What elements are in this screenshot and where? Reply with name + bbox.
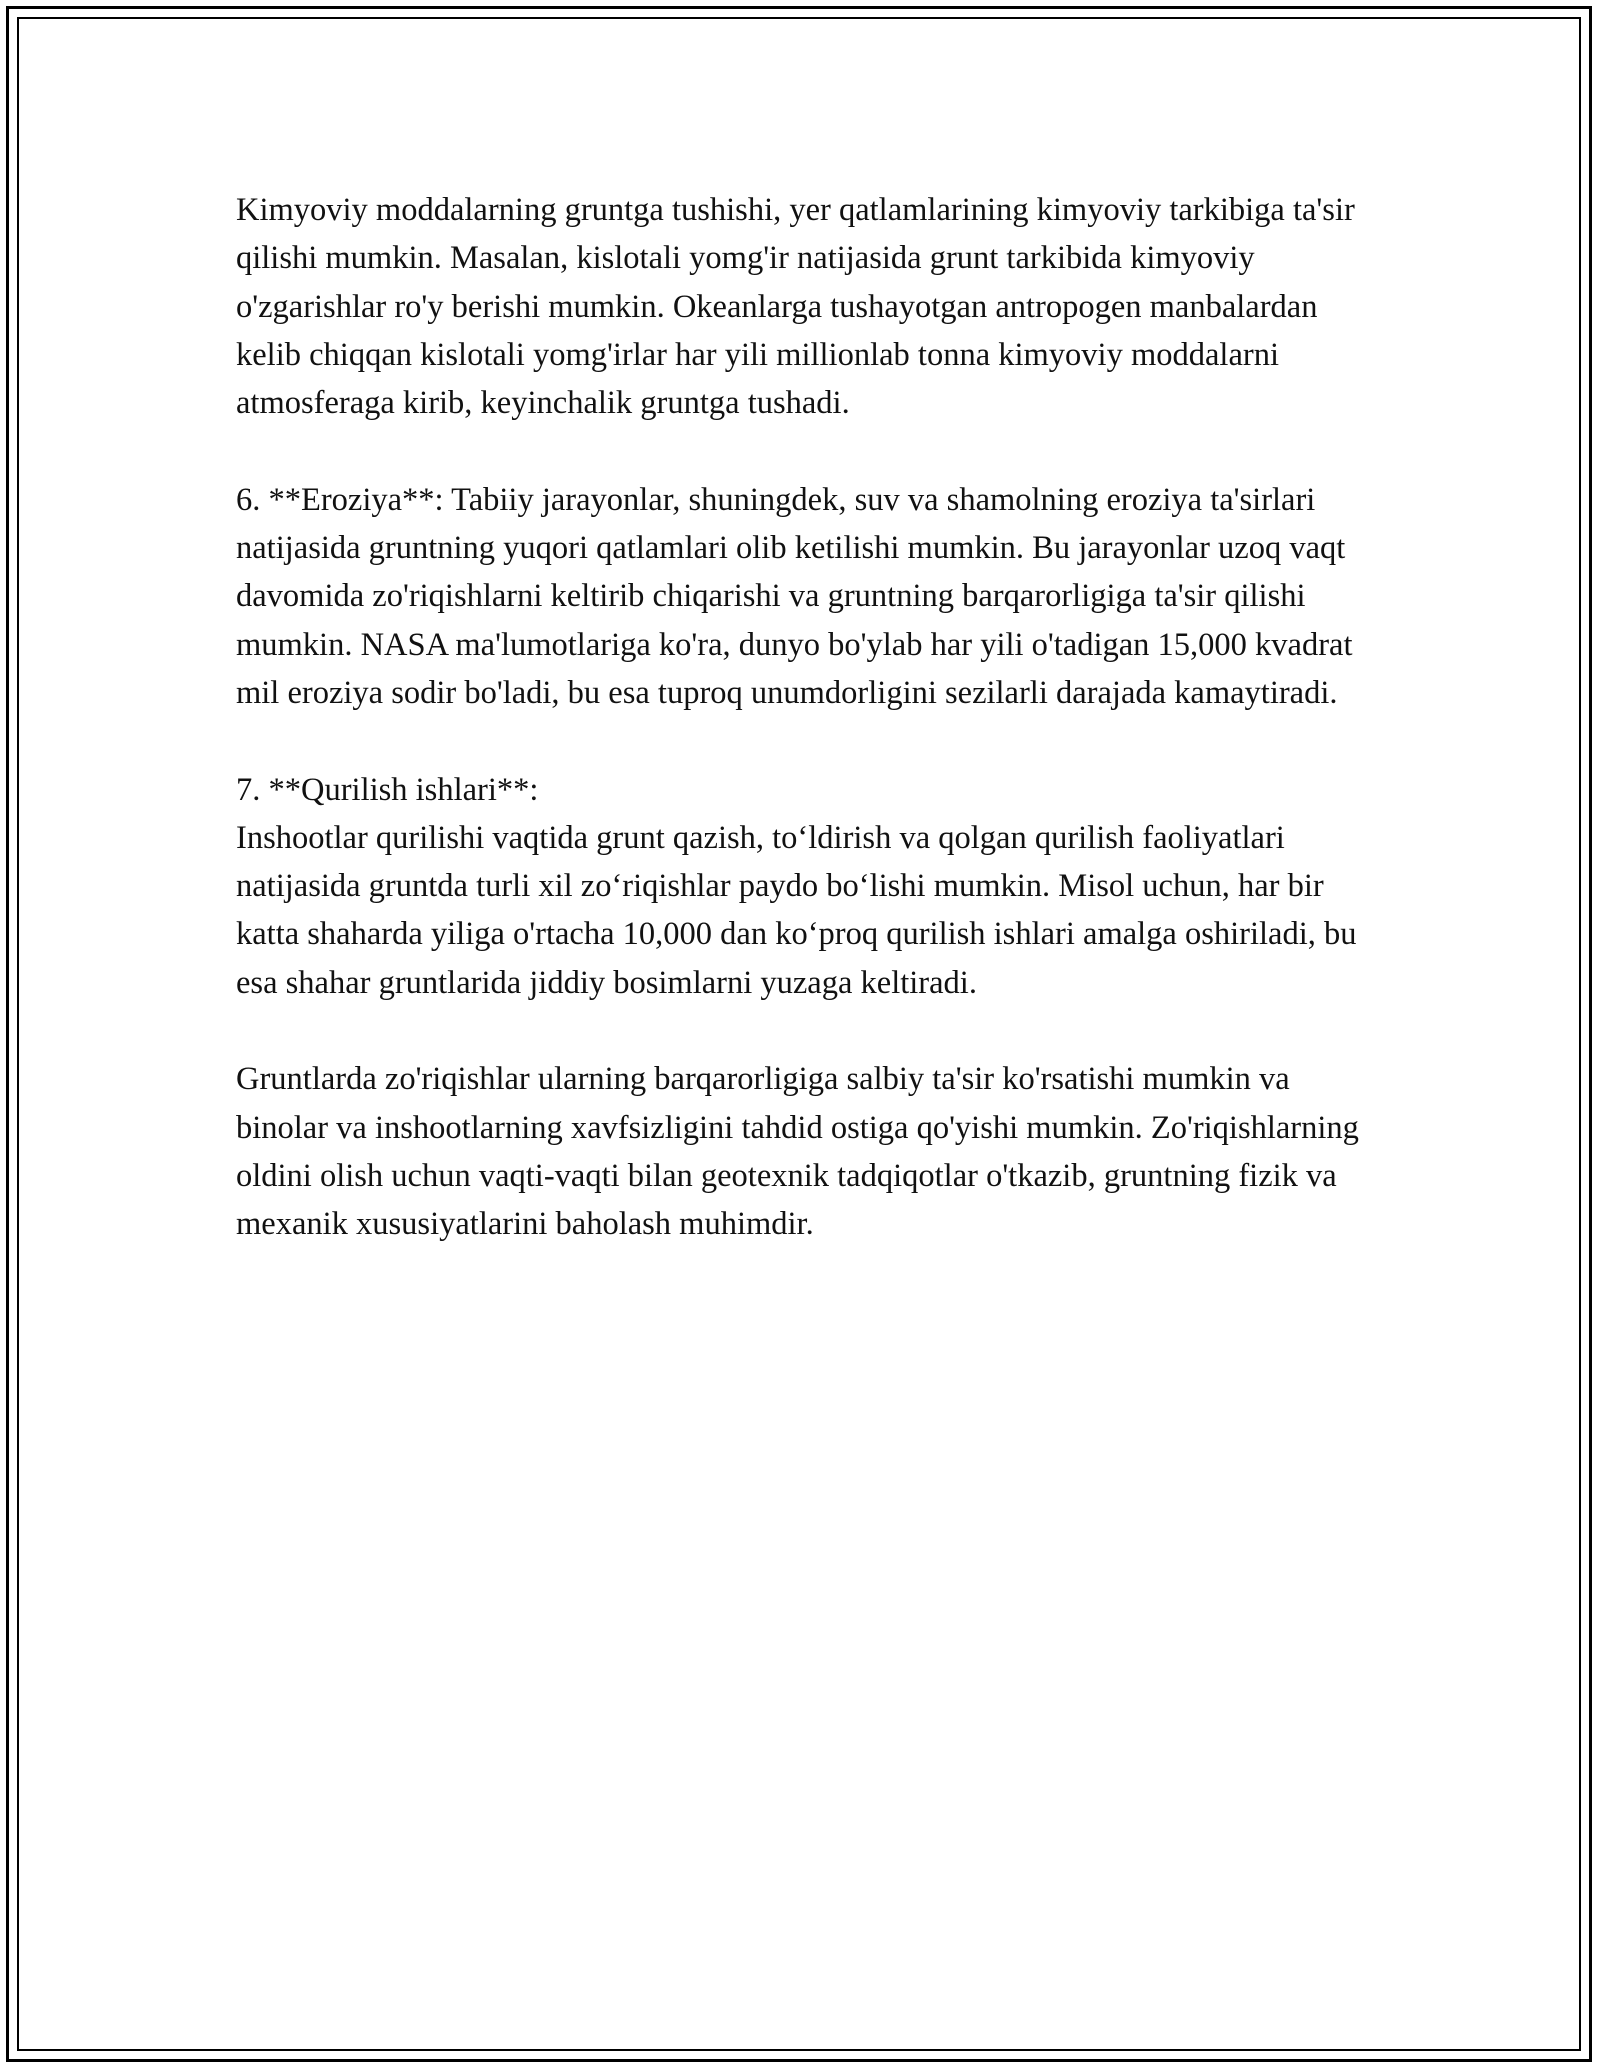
paragraph-chemical-substances: Kimyoviy moddalarning gruntga tushishi, yer qatlamlarining kimyoviy tarkibiga ta'sir qilishi mumkin. Masalan, kislotali yomg'ir natijasida grunt tarkibida kimyoviy o'zgarishlar ro'y berishi mumkin. Okeanlarga tushayotgan antropogen manbalardan kelib chiqqan kislotali yomg'irlar har yili millionlab tonna kimyoviy moddalarni atmosferaga kirib, keyinchalik gruntga tushadi.: [236, 192, 1355, 422]
paragraph-conclusion: Gruntlarda zo'riqishlar ularning barqarorligiga salbiy ta'sir ko'rsatishi mumkin va binolar va inshootlarning xavfsizligini tahdid ostiga qo'yishi mumkin. Zo'riqishlarning oldini olish uchun vaqti-vaqti bilan geotexnik tadqiqotlar o'tkazib, gruntning fizik va mexanik xususiyatlarini baholash muhimdir.: [236, 1061, 1359, 1243]
document-body: [236, 186, 1366, 1297]
paragraph-construction-works: 7. **Qurilish ishlari**: Inshootlar qurilishi vaqtida grunt qazish, to‘ldirish va qolgan qurilish faoliyatlari natijasida gruntda turli xil zo‘riqishlar paydo bo‘lishi mumkin. Misol uchun, har bir katta shaharda yiliga o'rtacha 10,000 dan ko‘proq qurilish ishlari amalga oshiriladi, bu esa shahar gruntlarida jiddiy bosimlarni yuzaga keltiradi.: [236, 771, 1357, 1001]
paragraph-erosion: 6. **Eroziya**: Tabiiy jarayonlar, shuningdek, suv va shamolning eroziya ta'sirlari natijasida gruntning yuqori qatlamlari olib ketilishi mumkin. Bu jarayonlar uzoq vaqt davomida zo'riqishlarni keltirib chiqarishi va gruntning barqarorligiga ta'sir qilishi mumkin. NASA ma'lumotlariga ko'ra, dunyo bo'ylab har yili o'tadigan 15,000 kvadrat mil eroziya sodir bo'ladi, bu esa tuproq unumdorligini sezilarli darajada kamaytiradi.: [236, 481, 1353, 711]
